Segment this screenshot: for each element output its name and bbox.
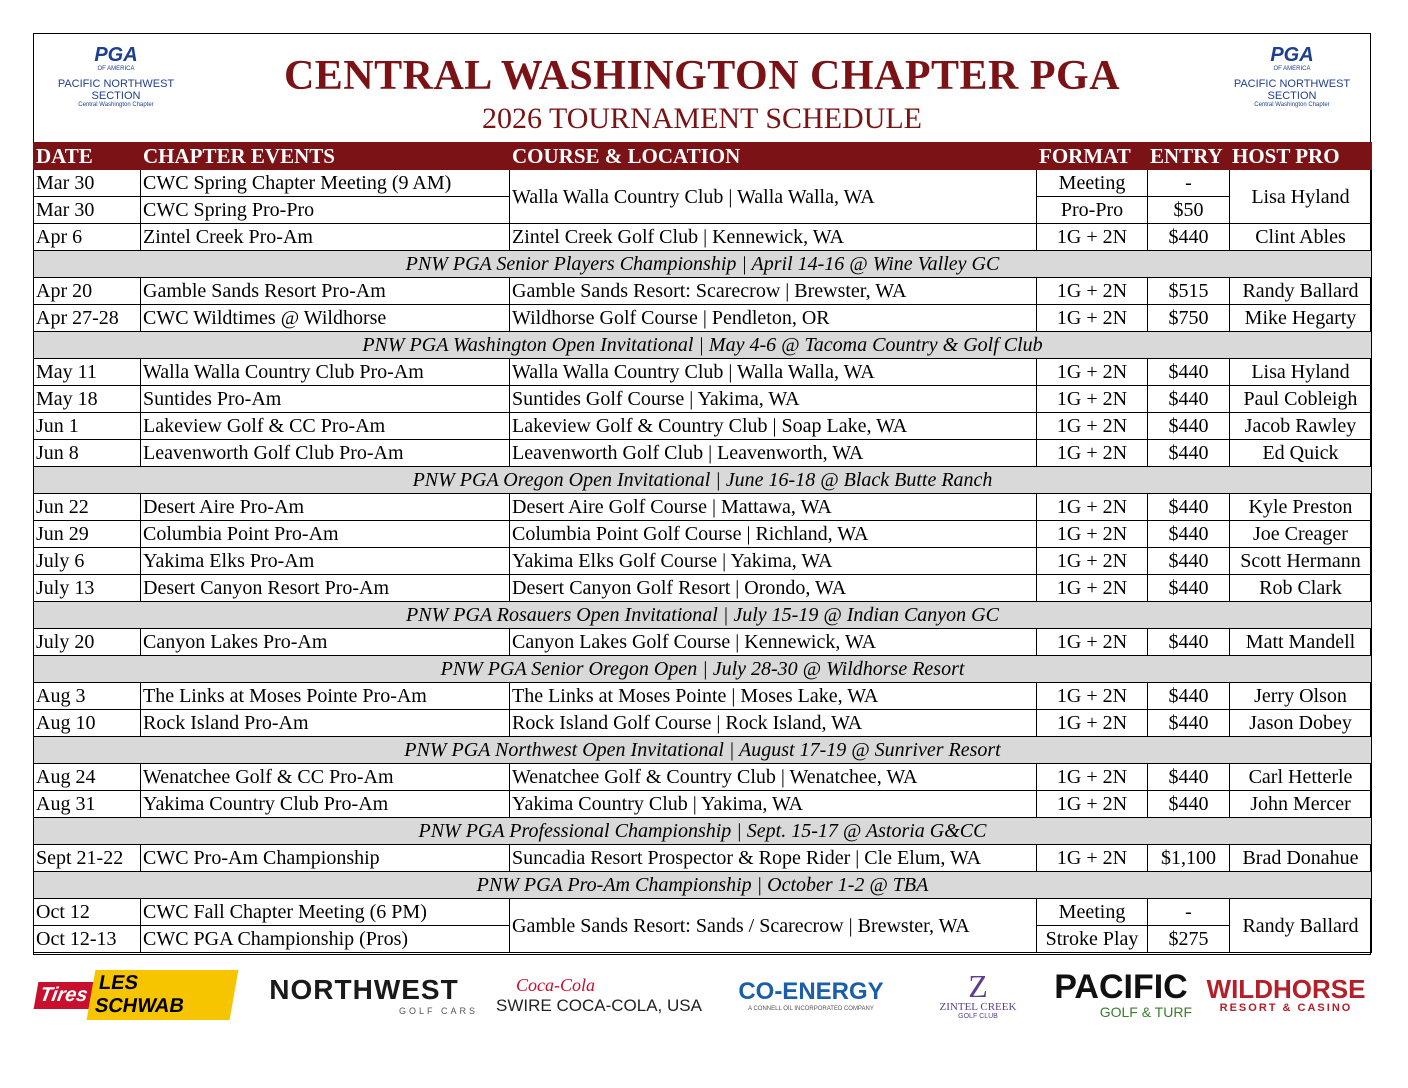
date-cell: Aug 24 <box>34 764 141 791</box>
northwest-name: NORTHWEST <box>269 974 459 1005</box>
format-cell: 1G + 2N <box>1037 386 1148 413</box>
table-row <box>34 386 1372 413</box>
course-cell: Lakeview Golf & Country Club | Soap Lake, WA <box>510 413 1037 440</box>
les-schwab-logo <box>36 960 234 1030</box>
wildhorse-logo <box>1206 960 1366 1030</box>
date-cell: Apr 6 <box>34 224 141 251</box>
date-cell: Apr 20 <box>34 278 141 305</box>
host-cell: Randy Ballard <box>1230 278 1372 305</box>
host-cell: John Mercer <box>1230 791 1372 818</box>
event-cell: Columbia Point Pro-Am <box>141 521 510 548</box>
entry-cell: $275 <box>1148 926 1230 953</box>
date-cell: May 11 <box>34 359 141 386</box>
format-cell: Pro-Pro <box>1037 197 1148 224</box>
banner-cell: PNW PGA Professional Championship | Sept. 15-17 @ Astoria G&CC <box>34 818 1372 845</box>
host-cell: Kyle Preston <box>1230 494 1372 521</box>
host-cell: Jacob Rawley <box>1230 413 1372 440</box>
table-row <box>34 170 1372 197</box>
course-cell: Yakima Elks Golf Course | Yakima, WA <box>510 548 1037 575</box>
course-cell: Desert Canyon Golf Resort | Orondo, WA <box>510 575 1037 602</box>
table-row <box>34 764 1372 791</box>
format-cell: 1G + 2N <box>1037 305 1148 332</box>
schedule-table <box>33 142 1372 953</box>
format-cell: Stroke Play <box>1037 926 1148 953</box>
entry-cell: $440 <box>1148 629 1230 656</box>
event-cell: CWC PGA Championship (Pros) <box>141 926 510 953</box>
table-row <box>34 845 1372 872</box>
format-cell: 1G + 2N <box>1037 791 1148 818</box>
column-header-format: FORMAT <box>1037 143 1148 170</box>
format-cell: 1G + 2N <box>1037 224 1148 251</box>
northwest-golf-cars-logo <box>244 960 484 1030</box>
banner-row <box>34 251 1372 278</box>
pga-mark-sub: OF AMERICA <box>97 66 135 72</box>
column-header-date: DATE <box>34 143 141 170</box>
event-cell: Yakima Country Club Pro-Am <box>141 791 510 818</box>
event-cell: Leavenworth Golf Club Pro-Am <box>141 440 510 467</box>
zintel-sub: GOLF CLUB <box>958 1012 998 1020</box>
banner-cell: PNW PGA Senior Oregon Open | July 28-30 @ Wildhorse Resort <box>34 656 1372 683</box>
format-cell: 1G + 2N <box>1037 683 1148 710</box>
table-row <box>34 224 1372 251</box>
pacific-sub: GOLF & TURF <box>1099 1004 1192 1020</box>
date-cell: Jun 8 <box>34 440 141 467</box>
format-cell: 1G + 2N <box>1037 521 1148 548</box>
entry-cell: $440 <box>1148 224 1230 251</box>
entry-cell: $515 <box>1148 278 1230 305</box>
entry-cell: $1,100 <box>1148 845 1230 872</box>
entry-cell: $440 <box>1148 791 1230 818</box>
event-cell: CWC Spring Pro-Pro <box>141 197 510 224</box>
entry-cell: $440 <box>1148 548 1230 575</box>
format-cell: 1G + 2N <box>1037 764 1148 791</box>
table-header-row <box>34 143 1372 170</box>
date-cell: Jun 29 <box>34 521 141 548</box>
format-cell: 1G + 2N <box>1037 548 1148 575</box>
les-schwab-name: LES SCHWAB <box>87 970 238 1020</box>
course-cell: Yakima Country Club | Yakima, WA <box>510 791 1037 818</box>
entry-cell: - <box>1148 899 1230 926</box>
host-cell: Mike Hegarty <box>1230 305 1372 332</box>
host-cell: Paul Cobleigh <box>1230 386 1372 413</box>
pacific-golf-turf-logo <box>1050 960 1192 1030</box>
course-cell: Gamble Sands Resort: Sands / Scarecrow | Brewster, WA <box>510 899 1037 953</box>
date-cell: Oct 12 <box>34 899 141 926</box>
course-cell: Wenatchee Golf & Country Club | Wenatchee, WA <box>510 764 1037 791</box>
table-row <box>34 710 1372 737</box>
table-row <box>34 575 1372 602</box>
date-cell: Mar 30 <box>34 170 141 197</box>
event-cell: Gamble Sands Resort Pro-Am <box>141 278 510 305</box>
pga-mark: PGA <box>94 44 138 66</box>
table-row <box>34 899 1372 926</box>
format-cell: Meeting <box>1037 170 1148 197</box>
swire-coca-cola-logo <box>496 960 702 1030</box>
date-cell: Jun 22 <box>34 494 141 521</box>
wildhorse-sub: RESORT & CASINO <box>1219 1002 1353 1014</box>
entry-cell: - <box>1148 170 1230 197</box>
coca-cola-script: Coca-Cola <box>516 974 595 995</box>
swire-name: SWIRE COCA-COLA, USA <box>496 995 702 1015</box>
event-cell: Canyon Lakes Pro-Am <box>141 629 510 656</box>
table-row <box>34 278 1372 305</box>
course-cell: Suntides Golf Course | Yakima, WA <box>510 386 1037 413</box>
les-schwab-tires: Tires <box>34 982 94 1009</box>
event-cell: Rock Island Pro-Am <box>141 710 510 737</box>
table-row <box>34 359 1372 386</box>
date-cell: Aug 31 <box>34 791 141 818</box>
entry-cell: $440 <box>1148 521 1230 548</box>
course-cell: Walla Walla Country Club | Walla Walla, WA <box>510 359 1037 386</box>
banner-cell: PNW PGA Rosauers Open Invitational | July 15-19 @ Indian Canyon GC <box>34 602 1372 629</box>
pga-chapter-text: Central Washington Chapter <box>78 102 154 108</box>
event-cell: Yakima Elks Pro-Am <box>141 548 510 575</box>
course-cell: Wildhorse Golf Course | Pendleton, OR <box>510 305 1037 332</box>
course-cell: Columbia Point Golf Course | Richland, WA <box>510 521 1037 548</box>
banner-row <box>34 602 1372 629</box>
entry-cell: $440 <box>1148 494 1230 521</box>
banner-row <box>34 737 1372 764</box>
banner-cell: PNW PGA Washington Open Invitational | May 4-6 @ Tacoma Country & Golf Club <box>34 332 1372 359</box>
host-cell: Jason Dobey <box>1230 710 1372 737</box>
pga-mark: PGA <box>1270 44 1314 66</box>
banner-cell: PNW PGA Senior Players Championship | April 14-16 @ Wine Valley GC <box>34 251 1372 278</box>
entry-cell: $440 <box>1148 683 1230 710</box>
host-cell: Rob Clark <box>1230 575 1372 602</box>
date-cell: July 13 <box>34 575 141 602</box>
date-cell: May 18 <box>34 386 141 413</box>
header <box>34 34 1370 142</box>
format-cell: 1G + 2N <box>1037 278 1148 305</box>
table-row <box>34 494 1372 521</box>
table-row <box>34 683 1372 710</box>
event-cell: Wenatchee Golf & CC Pro-Am <box>141 764 510 791</box>
host-cell: Jerry Olson <box>1230 683 1372 710</box>
entry-cell: $440 <box>1148 359 1230 386</box>
pga-mark-sub: OF AMERICA <box>1273 66 1311 72</box>
column-header-host: HOST PRO <box>1230 143 1372 170</box>
course-cell: The Links at Moses Pointe | Moses Lake, WA <box>510 683 1037 710</box>
co-energy-sub: A CONNELL OIL INCORPORATED COMPANY <box>748 1006 874 1012</box>
host-cell: Carl Hetterle <box>1230 764 1372 791</box>
banner-cell: PNW PGA Northwest Open Invitational | August 17-19 @ Sunriver Resort <box>34 737 1372 764</box>
banner-row <box>34 467 1372 494</box>
page-subtitle: 2026 TOURNAMENT SCHEDULE <box>481 102 923 135</box>
format-cell: 1G + 2N <box>1037 440 1148 467</box>
date-cell: Sept 21-22 <box>34 845 141 872</box>
column-header-events: CHAPTER EVENTS <box>141 143 510 170</box>
pga-chapter-text: Central Washington Chapter <box>1254 102 1330 108</box>
host-cell: Ed Quick <box>1230 440 1372 467</box>
entry-cell: $750 <box>1148 305 1230 332</box>
event-cell: Zintel Creek Pro-Am <box>141 224 510 251</box>
course-cell: Desert Aire Golf Course | Mattawa, WA <box>510 494 1037 521</box>
event-cell: CWC Spring Chapter Meeting (9 AM) <box>141 170 510 197</box>
host-cell: Brad Donahue <box>1230 845 1372 872</box>
entry-cell: $50 <box>1148 197 1230 224</box>
wildhorse-name: WILDHORSE <box>1206 974 1366 1004</box>
course-cell: Gamble Sands Resort: Scarecrow | Brewster, WA <box>510 278 1037 305</box>
event-cell: Desert Canyon Resort Pro-Am <box>141 575 510 602</box>
pga-section-text: PACIFIC NORTHWEST SECTION <box>1233 78 1351 102</box>
date-cell: July 6 <box>34 548 141 575</box>
table-row <box>34 521 1372 548</box>
banner-row <box>34 332 1372 359</box>
column-header-course: COURSE & LOCATION <box>510 143 1037 170</box>
host-cell: Joe Creager <box>1230 521 1372 548</box>
banner-row <box>34 818 1372 845</box>
column-header-entry: ENTRY <box>1148 143 1230 170</box>
format-cell: 1G + 2N <box>1037 494 1148 521</box>
format-cell: Meeting <box>1037 899 1148 926</box>
host-cell: Clint Ables <box>1230 224 1372 251</box>
table-row <box>34 305 1372 332</box>
course-cell: Walla Walla Country Club | Walla Walla, WA <box>510 170 1037 224</box>
date-cell: Aug 3 <box>34 683 141 710</box>
entry-cell: $440 <box>1148 440 1230 467</box>
table-row <box>34 791 1372 818</box>
host-cell: Randy Ballard <box>1230 899 1372 953</box>
entry-cell: $440 <box>1148 764 1230 791</box>
zintel-letter: Z <box>968 967 988 1004</box>
pga-section-text: PACIFIC NORTHWEST SECTION <box>57 78 175 102</box>
pga-logo-right <box>1222 44 1362 140</box>
banner-row <box>34 872 1372 899</box>
entry-cell: $440 <box>1148 386 1230 413</box>
northwest-sub: GOLF CARS <box>398 1006 478 1016</box>
format-cell: 1G + 2N <box>1037 359 1148 386</box>
entry-cell: $440 <box>1148 413 1230 440</box>
event-cell: Suntides Pro-Am <box>141 386 510 413</box>
host-cell: Lisa Hyland <box>1230 359 1372 386</box>
event-cell: CWC Wildtimes @ Wildhorse <box>141 305 510 332</box>
event-cell: CWC Pro-Am Championship <box>141 845 510 872</box>
event-cell: Desert Aire Pro-Am <box>141 494 510 521</box>
co-energy-name: CO-ENERGY <box>738 978 884 1005</box>
course-cell: Canyon Lakes Golf Course | Kennewick, WA <box>510 629 1037 656</box>
format-cell: 1G + 2N <box>1037 710 1148 737</box>
host-cell: Matt Mandell <box>1230 629 1372 656</box>
date-cell: Jun 1 <box>34 413 141 440</box>
course-cell: Leavenworth Golf Club | Leavenworth, WA <box>510 440 1037 467</box>
course-cell: Rock Island Golf Course | Rock Island, WA <box>510 710 1037 737</box>
format-cell: 1G + 2N <box>1037 413 1148 440</box>
zintel-creek-logo <box>924 960 1032 1030</box>
event-cell: CWC Fall Chapter Meeting (6 PM) <box>141 899 510 926</box>
date-cell: Apr 27-28 <box>34 305 141 332</box>
co-energy-logo <box>714 960 908 1030</box>
date-cell: Oct 12-13 <box>34 926 141 953</box>
banner-row <box>34 656 1372 683</box>
course-cell: Zintel Creek Golf Club | Kennewick, WA <box>510 224 1037 251</box>
date-cell: Mar 30 <box>34 197 141 224</box>
course-cell: Suncadia Resort Prospector & Rope Rider | Cle Elum, WA <box>510 845 1037 872</box>
entry-cell: $440 <box>1148 575 1230 602</box>
host-cell: Scott Hermann <box>1230 548 1372 575</box>
format-cell: 1G + 2N <box>1037 629 1148 656</box>
sponsor-bar <box>34 960 1370 1030</box>
table-row <box>34 548 1372 575</box>
format-cell: 1G + 2N <box>1037 845 1148 872</box>
banner-cell: PNW PGA Oregon Open Invitational | June 16-18 @ Black Butte Ranch <box>34 467 1372 494</box>
host-cell: Lisa Hyland <box>1230 170 1372 224</box>
table-row <box>34 413 1372 440</box>
event-cell: The Links at Moses Pointe Pro-Am <box>141 683 510 710</box>
banner-cell: PNW PGA Pro-Am Championship | October 1-2 @ TBA <box>34 872 1372 899</box>
event-cell: Walla Walla Country Club Pro-Am <box>141 359 510 386</box>
date-cell: July 20 <box>34 629 141 656</box>
date-cell: Aug 10 <box>34 710 141 737</box>
event-cell: Lakeview Golf & CC Pro-Am <box>141 413 510 440</box>
table-row <box>34 629 1372 656</box>
format-cell: 1G + 2N <box>1037 575 1148 602</box>
entry-cell: $440 <box>1148 710 1230 737</box>
zintel-name: ZINTEL CREEK <box>939 1000 1017 1013</box>
table-row <box>34 440 1372 467</box>
page-title: CENTRAL WASHINGTON CHAPTER PGA <box>283 53 1121 99</box>
pacific-name: PACIFIC <box>1054 968 1188 1006</box>
